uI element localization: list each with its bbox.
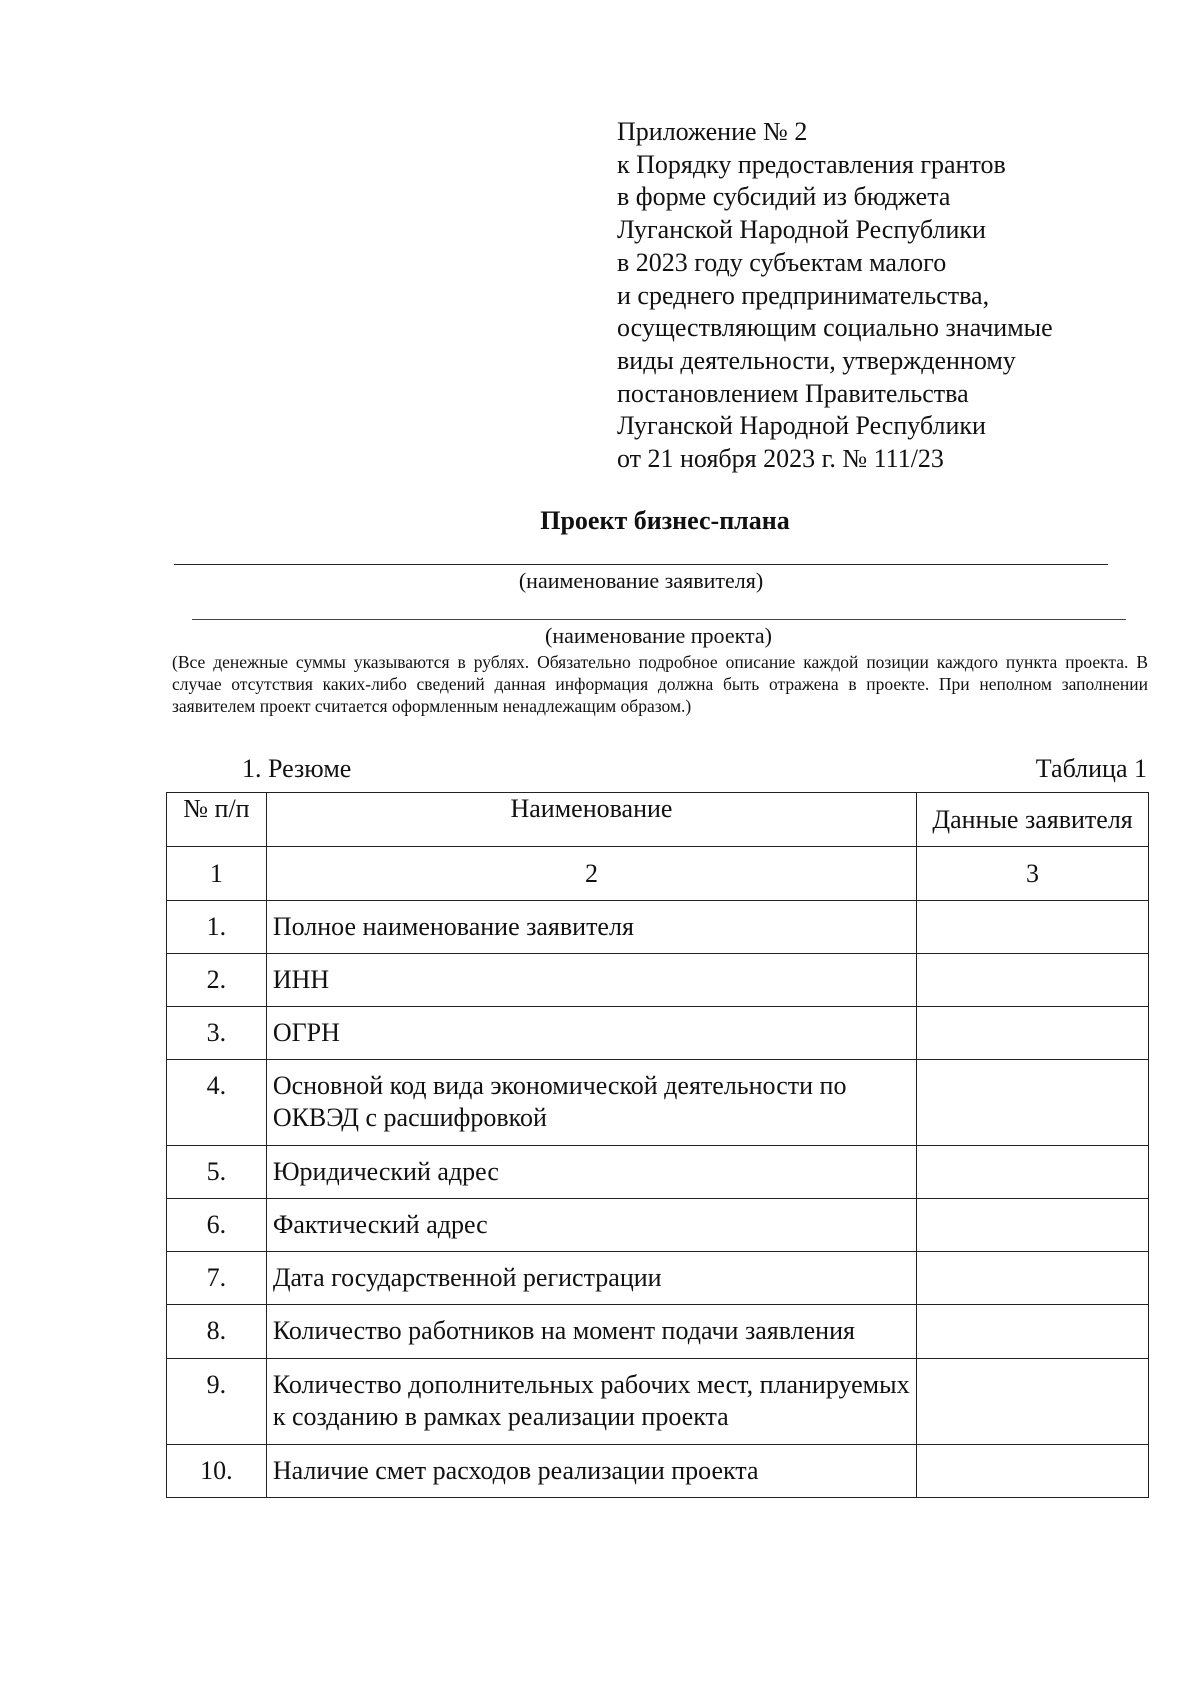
column-number: 2 <box>266 847 916 901</box>
table-label: Таблица 1 <box>1035 754 1147 783</box>
row-number: 3. <box>167 1007 267 1060</box>
row-value[interactable] <box>917 1305 1149 1359</box>
appendix-line: постановлением Правительства <box>617 378 969 408</box>
table-row <box>167 1445 1149 1498</box>
column-numbers-row <box>167 847 1149 901</box>
row-number: 2. <box>167 954 267 1007</box>
section-title: 1. Резюме <box>242 754 352 783</box>
column-number: 1 <box>167 847 267 901</box>
appendix-line: от 21 ноября 2023 г. № 111/23 <box>617 444 944 474</box>
header-number: № п/п <box>167 793 267 847</box>
project-name-caption: (наименование проекта) <box>545 623 772 648</box>
applicant-name-line <box>174 564 1108 565</box>
row-value[interactable] <box>917 1445 1149 1498</box>
appendix-line: Приложение № 2 <box>617 117 808 146</box>
appendix-line: в 2023 году субъектам малого <box>617 247 947 277</box>
appendix-line: и среднего предпринимательства, <box>617 280 990 310</box>
resume-table <box>166 792 1149 1498</box>
applicant-name-caption: (наименование заявителя) <box>518 568 764 593</box>
row-number: 8. <box>167 1305 267 1359</box>
table-row <box>167 1305 1149 1359</box>
row-name: Основной код вида экономической деятельности по ОКВЭД с расшифровкой <box>266 1060 916 1146</box>
column-number: 3 <box>917 847 1149 901</box>
appendix-line: Луганской Народной Республики <box>617 411 986 441</box>
header-name: Наименование <box>266 793 916 847</box>
row-name: Количество работников на момент подачи заявления <box>266 1305 916 1359</box>
row-value[interactable] <box>917 901 1149 954</box>
table-row <box>167 1252 1149 1305</box>
table-row <box>167 1060 1149 1146</box>
appendix-line: виды деятельности, утвержденному <box>617 345 1016 375</box>
table-row <box>167 901 1149 954</box>
row-value[interactable] <box>917 1199 1149 1252</box>
table-header-row <box>167 793 1149 847</box>
row-number: 6. <box>167 1199 267 1252</box>
row-name: Юридический адрес <box>266 1146 916 1199</box>
appendix-line: в форме субсидий из бюджета <box>617 182 951 212</box>
row-value[interactable] <box>917 1007 1149 1060</box>
row-number: 9. <box>167 1359 267 1445</box>
row-number: 7. <box>167 1252 267 1305</box>
row-name: Дата государственной регистрации <box>266 1252 916 1305</box>
header-applicant-data: Данные заявителя <box>917 793 1149 847</box>
row-value[interactable] <box>917 954 1149 1007</box>
appendix-header <box>617 116 1177 476</box>
row-value[interactable] <box>917 1146 1149 1199</box>
table-row <box>167 1007 1149 1060</box>
appendix-line: осуществляющим социально значимые <box>617 313 1053 343</box>
table-row <box>167 1359 1149 1445</box>
row-name: Наличие смет расходов реализации проекта <box>266 1445 916 1498</box>
row-name: Полное наименование заявителя <box>266 901 916 954</box>
document-title: Проект бизнес-плана <box>540 506 790 535</box>
project-name-line <box>192 619 1126 620</box>
row-number: 10. <box>167 1445 267 1498</box>
row-value[interactable] <box>917 1060 1149 1146</box>
row-name: ОГРН <box>266 1007 916 1060</box>
row-name: ИНН <box>266 954 916 1007</box>
table-row <box>167 1146 1149 1199</box>
row-value[interactable] <box>917 1359 1149 1445</box>
row-name: Количество дополнительных рабочих мест, планируемых к созданию в рамках реализации проекта <box>266 1359 916 1445</box>
row-number: 4. <box>167 1060 267 1146</box>
instructions-note: (Все денежные суммы указываются в рублях. Обязательно подробное описание каждой позиции каждого пункта проекта. В случае отсутствия каких-либо сведений данная информация должна быть отражена в проекте. При неполном заполнении заявителем проект считается оформленным ненадлежащим образом.) <box>172 652 1148 716</box>
table-row <box>167 954 1149 1007</box>
table-row <box>167 1199 1149 1252</box>
row-name: Фактический адрес <box>266 1199 916 1252</box>
appendix-line: к Порядку предоставления грантов <box>617 149 1006 179</box>
row-number: 1. <box>167 901 267 954</box>
row-value[interactable] <box>917 1252 1149 1305</box>
row-number: 5. <box>167 1146 267 1199</box>
appendix-line: Луганской Народной Республики <box>617 215 986 245</box>
